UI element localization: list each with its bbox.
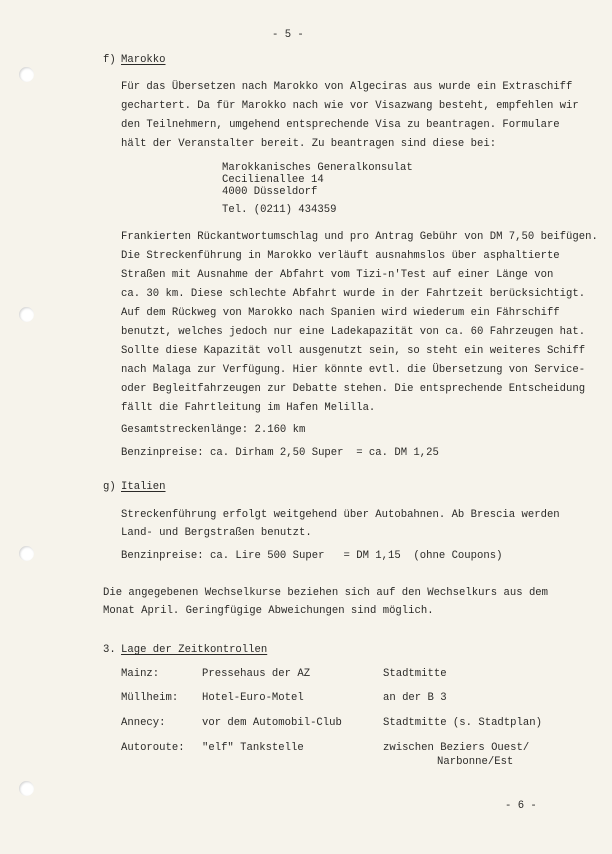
section-f-para2-line: oder Begleitfahrzeugen zur Debatte stehen. Die entsprechende Entscheidung [121, 383, 586, 395]
section-f-para2-line: fällt die Fahrtleitung im Hafen Melilla. [121, 402, 376, 414]
control-place: Pressehaus der AZ [202, 668, 311, 680]
punch-hole [19, 307, 34, 322]
control-location: Stadtmitte [383, 668, 447, 680]
punch-hole [19, 546, 34, 561]
section-f-marker: f) [103, 54, 116, 66]
fuel-prices-morocco: Benzinpreise: ca. Dirham 2,50 Super = ca. DM 1,25 [121, 447, 439, 459]
section-g-marker: g) [103, 481, 116, 493]
section-f-para2-line: Sollte diese Kapazität voll ausgenutzt sein, so steht ein weiteres Schiff [121, 345, 586, 357]
section-3-heading: Lage der Zeitkontrollen [121, 644, 268, 656]
section-g-para-line: Streckenführung erfolgt weitgehend über Autobahnen. Ab Brescia werden [121, 509, 560, 521]
section-f-para2-line: Frankierten Rückantwortumschlag und pro Antrag Gebühr von DM 7,50 beifügen. [121, 231, 598, 243]
address-line: Cecilienallee 14 [222, 174, 324, 186]
punch-hole [19, 67, 34, 82]
section-f-para2-line: Die Streckenführung in Marokko verläuft ausnahmslos über asphaltierte [121, 250, 560, 262]
section-f-heading: Marokko [121, 54, 166, 66]
control-city: Autoroute: [121, 742, 185, 754]
control-location: an der B 3 [383, 692, 447, 704]
address-line: 4000 Düsseldorf [222, 186, 318, 198]
section-f-para2-line: nach Malaga zur Verfügung. Hier könnte evtl. die Übersetzung von Service- [121, 364, 586, 376]
control-city: Müllheim: [121, 692, 179, 704]
exchange-note-line: Die angegebenen Wechselkurse beziehen sich auf den Wechselkurs aus dem [103, 587, 549, 599]
section-f-para2-line: Auf dem Rückweg von Marokko nach Spanien wird wiederum ein Fährschiff [121, 307, 560, 319]
section-f-para2-line: benutzt, welches jedoch nur eine Ladekapazität von ca. 60 Fahrzeugen hat. [121, 326, 586, 338]
section-f-para1-line: gechartert. Da für Marokko nach wie vor Visazwang besteht, empfehlen wir [121, 100, 579, 112]
control-city: Mainz: [121, 668, 160, 680]
section-g-para-line: Land- und Bergstraßen benutzt. [121, 527, 312, 539]
section-f-para2-line: Straßen mit Ausnahme der Abfahrt vom Tizi-n'Test auf einer Länge von [121, 269, 554, 281]
address-phone: Tel. (0211) 434359 [222, 204, 337, 216]
exchange-note-line: Monat April. Geringfügige Abweichungen sind möglich. [103, 605, 434, 617]
fuel-prices-italy: Benzinpreise: ca. Lire 500 Super = DM 1,15 (ohne Coupons) [121, 550, 503, 562]
control-place: Hotel-Euro-Motel [202, 692, 304, 704]
address-line: Marokkanisches Generalkonsulat [222, 162, 413, 174]
section-g-heading: Italien [121, 481, 166, 493]
section-f-para2-line: ca. 30 km. Diese schlechte Abfahrt wurde in der Fahrtzeit berücksichtigt. [121, 288, 586, 300]
section-3-marker: 3. [103, 644, 116, 656]
page-number-bottom: - 6 - [505, 800, 537, 812]
page-number-top: - 5 - [272, 29, 304, 41]
control-place: "elf" Tankstelle [202, 742, 304, 754]
control-location: zwischen Beziers Ouest/ [383, 742, 530, 754]
control-place: vor dem Automobil-Club [202, 717, 342, 729]
section-f-para1-line: hält der Veranstalter bereit. Zu beantragen sind diese bei: [121, 138, 497, 150]
section-f-para1-line: Für das Übersetzen nach Marokko von Algeciras aus wurde ein Extraschiff [121, 81, 573, 93]
punch-hole [19, 781, 34, 796]
section-f-para1-line: den Teilnehmern, umgehend entsprechende Visa zu beantragen. Formulare [121, 119, 560, 131]
control-location: Stadtmitte (s. Stadtplan) [383, 717, 542, 729]
control-city: Annecy: [121, 717, 166, 729]
total-length: Gesamtstreckenlänge: 2.160 km [121, 424, 306, 436]
control-location-cont: Narbonne/Est [437, 756, 514, 768]
